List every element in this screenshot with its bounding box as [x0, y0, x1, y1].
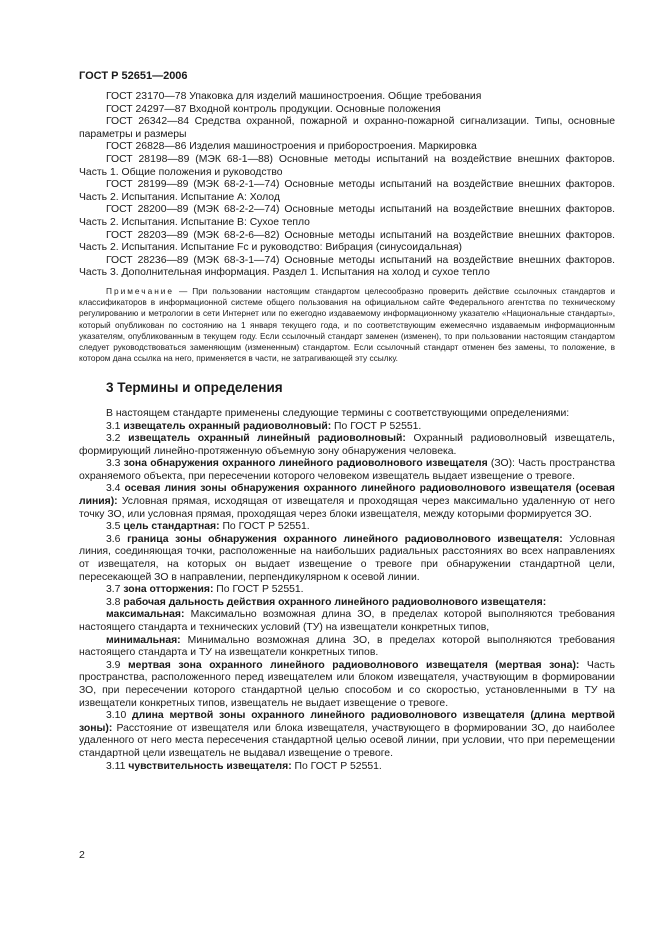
term-number: 3.6 [106, 533, 121, 545]
sub-term-name: максимальная: [106, 609, 185, 621]
ref-item: ГОСТ 26828—86 Изделия машиностроения и приборостроения. Маркировка [106, 141, 477, 153]
page-content [79, 91, 615, 773]
term-number: 3.5 [106, 521, 121, 533]
term-number: 3.3 [106, 458, 121, 470]
term-entry [79, 458, 615, 483]
term-number: 3.8 [106, 596, 121, 608]
term-name: извещатель охранный линейный радиоволновый: [128, 433, 406, 445]
ref-item: ГОСТ 23170—78 Упаковка для изделий машиностроения. Общие требования [106, 91, 482, 102]
ref-item: ГОСТ 28199—89 (МЭК 68-2-1—74) Основные методы испытаний на воздействие внешних факторов. Часть 2. Испытания. Испытание А: Холод [79, 179, 615, 203]
ref-item: ГОСТ 28200—89 (МЭК 68-2-2—74) Основные методы испытаний на воздействие внешних факторов. Часть 2. Испытания. Испытание В: Сухое тепло [79, 204, 615, 228]
term-name: длина мертвой зоны охранного линейного радиоволнового извещателя (длина мертвой зоны): [79, 710, 615, 734]
term-entry [79, 433, 615, 458]
sub-term-entry [79, 609, 615, 634]
term-definition: Условная линия, соединяющая точки, расположенные на наибольших радиальных расстояниях во всех направлениях от извещателя, на которых он выдает извещение о тревоге при обнаружении стандартной цели, пересекающей ЗО в направлении, перпендикулярном к осевой линии. [79, 533, 616, 583]
term-definition: (ЗО): Часть пространства охраняемого объекта, при пересечении которого человеком извещатель выдает извещение о тревоге. [79, 458, 615, 482]
ref-item: ГОСТ 28236—89 (МЭК 68-3-1—74) Основные методы испытаний на воздействие внешних факторов. Часть 3. Дополнительная информация. Раздел 1. Испытания на холод и сухое тепло [79, 254, 615, 279]
sub-term-definition: Минимально возможная длина ЗО, в пределах которой выполняются требования настоящего стандарта и ТУ на извещатели конкретных типов. [79, 634, 615, 659]
ref-item: ГОСТ 28198—89 (МЭК 68-1—88) Основные методы испытаний на воздействие внешних факторов. Часть 1. Общие положения и руководство [79, 153, 615, 178]
sub-term-name: минимальная: [106, 634, 181, 646]
term-definition: По ГОСТ Р 52551. [291, 760, 382, 772]
term-number: 3.1 [106, 420, 121, 432]
term-entry [79, 534, 615, 584]
term-name: зона обнаружения охранного линейного радиоволнового извещателя [123, 458, 488, 470]
term-number: 3.4 [106, 483, 121, 495]
term-definition: Условная прямая, исходящая от извещателя и проходящая через максимально удаленную от него точку ЗО, или условная прямая, проходящая через блоки извещателя, между которыми формируется ЗО. [79, 496, 615, 520]
term-name: зона отторжения: [123, 584, 214, 596]
term-name: рабочая дальность действия охранного линейного радиоволнового извещателя: [123, 596, 547, 608]
sub-term-entry [79, 635, 615, 660]
term-name: извещатель охранный радиоволновый: [123, 420, 332, 432]
term-number: 3.2 [106, 433, 121, 445]
note-paragraph [79, 286, 615, 364]
page-header-doc-id: ГОСТ Р 52651—2006 [79, 70, 188, 82]
term-name: граница зоны обнаружения охранного линейного радиоволнового извещателя: [127, 533, 563, 545]
term-name: мертвая зона охранного линейного радиоволнового извещателя (мертвая зона): [127, 659, 580, 671]
term-entry [79, 483, 615, 521]
term-definition: По ГОСТ Р 52551. [331, 420, 422, 432]
term-entry [79, 597, 615, 610]
term-number: 3.7 [106, 584, 121, 596]
ref-item: ГОСТ 26342—84 Средства охранной, пожарной и охранно-пожарной сигнализации. Типы, основные параметры и размеры [79, 116, 615, 140]
note-text: При пользовании настоящим стандартом целесообразно проверить действие ссылочных стандартов и классификаторов в информационной системе общего пользования на официальном сайте Федерального агентства по техническому регулированию и метрологии в сети Интернет или по ежегодно издаваемому информационному указателю «Национальные стандарты», который опубликован по состоянию на 1 января текущего года, и по соответствующим ежемесячно издаваемым информационным указателям, опубликованным в текущем году. Если ссылочный стандарт заменен (изменен), то при пользовании настоящим стандартом следует руководствоваться заменяющим (измененным) стандартом. Если ссылочный стандарт отменен без замены, то положение, в котором дана ссылка на него, применяется в части, не затрагивающей эту ссылку. [79, 285, 615, 364]
term-entry [79, 584, 615, 597]
term-entry [79, 421, 615, 434]
section-heading: 3 Термины и определения [106, 380, 283, 396]
term-name: цель стандартная: [123, 521, 220, 533]
ref-item: ГОСТ 28203—89 (МЭК 68-2-6—82) Основные методы испытаний на воздействие внешних факторов. Часть 2. Испытания. Испытание Fc и руководство: Вибрация (синусоидальная) [79, 229, 615, 254]
term-definition: По ГОСТ Р 52551. [219, 521, 310, 533]
term-name: чувствительность извещателя: [128, 760, 292, 772]
term-name: осевая линия зоны обнаружения охранного линейного радиоволнового извещателя (осевая линия): [79, 483, 615, 508]
term-definition: Расстояние от извещателя или блока извещателя, участвующего в формировании ЗО, до наиболее удаленного от него места пересечения стандартной целью осевой линии, при условии, что при перемещении стандартной цели извещатель не выдавал извещение о тревоге. [79, 722, 615, 759]
term-entry [79, 761, 615, 774]
sub-term-definition: Максимально возможная длина ЗО, в пределах которой выполняются требования настоящего стандарта и технических условий (ТУ) на извещатели конкретных типов, [79, 609, 615, 634]
term-number: 3.11 [106, 760, 126, 772]
term-definition: Часть пространства, расположенного перед извещателем или блоком извещателя, участвующим в формировании ЗО, при пересечении которого стандартной целью способом и со скоростью, установленными в ТУ на извещатели конкретных типов, извещатель не выдает извещение о тревоге. [79, 659, 615, 709]
term-entry [79, 521, 615, 534]
term-entry [79, 660, 615, 710]
term-number: 3.9 [106, 659, 121, 671]
term-definition: По ГОСТ Р 52551. [213, 584, 304, 596]
page-number: 2 [79, 849, 85, 861]
intro-paragraph: В настоящем стандарте применены следующие термины с соответствующими определениями: [106, 407, 570, 419]
term-number: 3.10 [106, 710, 127, 722]
note-dash: — [174, 285, 193, 296]
ref-item: ГОСТ 24297—87 Входной контроль продукции. Основные положения [106, 103, 441, 115]
normative-references-list [79, 91, 615, 280]
term-definition: Охранный радиоволновый извещатель, формирующий линейно-протяженную объемную зону обнаружения человека. [79, 433, 615, 457]
note-label: Примечание [106, 285, 175, 296]
term-entry [79, 710, 615, 760]
